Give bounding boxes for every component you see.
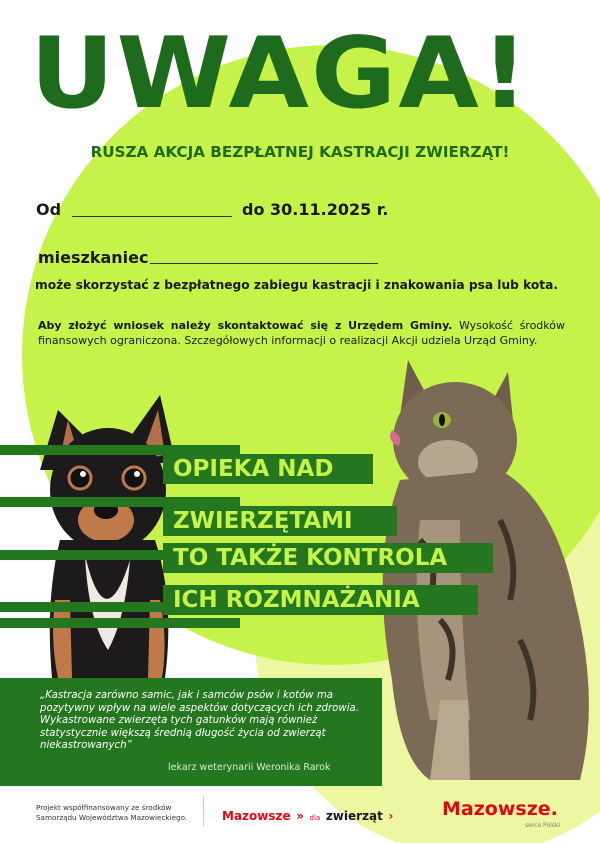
slogan-line-2: ZWIERZĘTAMI — [163, 506, 397, 536]
info-paragraph — [38, 318, 565, 348]
headline: UWAGA! — [30, 17, 531, 131]
vet-quote — [40, 690, 370, 753]
campaign-logo-arrow-end: › — [388, 809, 394, 823]
info-rest: Wysokość środków finansowych ograniczona. Szczegółowych informacji o realizacji Akcji udziela Urząd Gminy. — [38, 319, 565, 347]
resident-label: mieszkaniec — [38, 248, 149, 267]
date-from-blank — [72, 216, 232, 217]
region-logo-tagline: serce Polski — [525, 822, 561, 829]
campaign-logo-arrows: » — [296, 809, 304, 823]
campaign-logo-zwierzat: zwierząt — [325, 809, 383, 823]
funding-note — [36, 803, 187, 822]
band-stripe — [0, 618, 240, 628]
date-from-label: Od — [36, 200, 62, 219]
resident-blank — [150, 263, 378, 264]
slogan-line-4: ICH ROZMNAŻANIA — [163, 585, 478, 615]
funding-line-1: Projekt współfinansowany ze środków — [36, 803, 172, 812]
region-logo: Mazowsze. — [442, 798, 558, 820]
campaign-logo — [222, 805, 393, 824]
info-bold: Aby złożyć wniosek należy skontaktować się z Urzędem Gminy. — [38, 319, 453, 332]
slogan-line-1: OPIEKA NAD — [163, 454, 373, 484]
quote-text-1: „Kastracja zarówno samic, jak i samców psów i kotów ma pozytywny wpływ na wiele aspektów dotyczących ich zdrowia. — [40, 690, 360, 714]
quote-author: lekarz weterynarii Weronika Rarok — [168, 762, 331, 773]
footer-divider — [203, 796, 204, 826]
slogan-line-3: TO TAKŻE KONTROLA — [163, 543, 493, 573]
eligibility-text: może skorzystać z bezpłatnego zabiegu kastracji i znakowania psa lub kota. — [35, 278, 558, 292]
quote-text-2: Wykastrowane zwierzęta tych gatunków mają również statystycznie większą średnią długość życia od zwierząt niekastrowanych” — [40, 715, 326, 751]
subtitle: RUSZA AKCJA BEZPŁATNEJ KASTRACJI ZWIERZĄT! — [90, 143, 510, 161]
campaign-logo-dla: dla — [309, 814, 321, 822]
campaign-logo-mazowsze: Mazowsze — [222, 809, 291, 823]
funding-line-2: Samorządu Województwa Mazowieckiego. — [36, 812, 188, 822]
date-to-text: do 30.11.2025 r. — [242, 200, 389, 219]
